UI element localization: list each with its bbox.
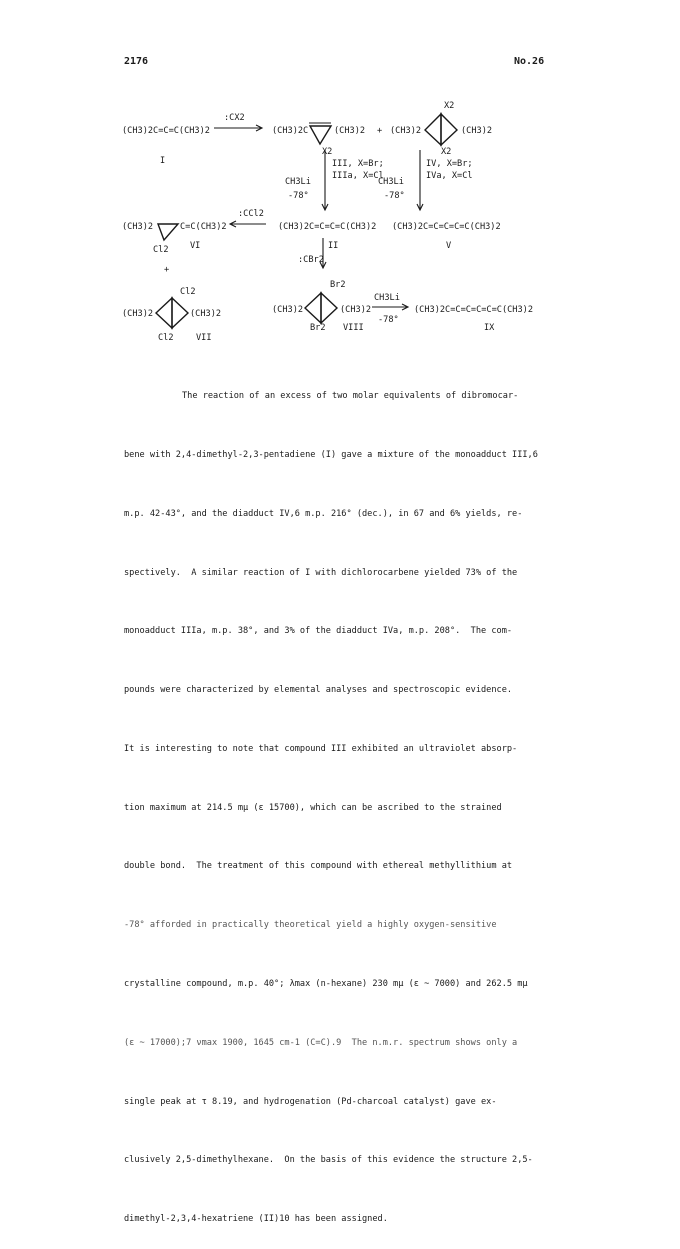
label-IX: IX xyxy=(484,323,495,333)
di-right: (CH3)2 xyxy=(461,126,493,136)
vi-right: C=C(CH3)2 xyxy=(180,222,227,232)
di-top: X2 xyxy=(444,101,455,111)
text-line: double bond. The treatment of this compound with ethereal methyllithium at xyxy=(124,861,513,872)
vi-bottom: Cl2 xyxy=(153,245,169,255)
text-line: clusively 2,5-dimethylhexane. On the basis of this evidence the structure 2,5- xyxy=(124,1155,533,1166)
label-VII: VII xyxy=(196,333,212,343)
di-bottom: X2 xyxy=(441,147,452,157)
text-line: It is interesting to note that compound III exhibited an ultraviolet absorp- xyxy=(124,743,518,754)
text-line: (ε ~ 17000);7 νmax 1900, 1645 cm-1 (C=C).9 The n.m.r. spectrum shows only a xyxy=(124,1037,518,1048)
monoadduct-ring xyxy=(310,126,331,144)
text-line: spectively. A similar reaction of I with dichlorocarbene yielded 73% of the xyxy=(124,567,518,578)
reaction-scheme xyxy=(0,0,680,360)
body-paragraph xyxy=(124,348,549,1249)
text-line: -78° afforded in practically theoretical yield a highly oxygen-sensitive xyxy=(124,920,497,931)
diadduct-ring-a xyxy=(425,114,441,145)
plus-2: + xyxy=(164,265,170,275)
vii-top: Cl2 xyxy=(180,287,196,297)
meli-right: CH3Li xyxy=(378,177,404,187)
vi-left: (CH3)2 xyxy=(122,222,154,232)
vii-bottom: Cl2 xyxy=(158,333,174,343)
meli-viii: CH3Li xyxy=(374,293,400,303)
vii-ring-b xyxy=(172,298,188,328)
cond-III: III, X=Br; xyxy=(332,159,384,169)
label-VI: VI xyxy=(190,241,201,251)
diadduct-ring-b xyxy=(441,114,457,145)
viii-right: (CH3)2 xyxy=(340,305,372,315)
cond-IV: IV, X=Br; xyxy=(426,159,473,169)
pentaene-IX: (CH3)2C=C=C=C=C=C(CH3)2 xyxy=(414,305,533,315)
issue-number: No.26 xyxy=(514,56,545,67)
vii-left: (CH3)2 xyxy=(122,309,154,319)
cond-IIIa: IIIa, X=Cl xyxy=(332,171,384,181)
text-line: monoadduct IIIa, m.p. 38°, and 3% of the diadduct IVa, m.p. 208°. The com- xyxy=(124,626,513,637)
text-line: bene with 2,4-dimethyl-2,3-pentadiene (I) gave a mixture of the monoadduct III,6 xyxy=(124,449,538,460)
plus-1: + xyxy=(377,126,383,136)
temp-viii: -78° xyxy=(378,315,399,325)
reagent-cbr2: :CBr2 xyxy=(298,255,324,265)
viii-bottom: Br2 xyxy=(310,323,326,333)
label-V: V xyxy=(446,241,452,251)
allene-I: (CH3)2C=C=C(CH3)2 xyxy=(122,126,210,136)
cond-IVa: IVa, X=Cl xyxy=(426,171,473,181)
tetraene-V: (CH3)2C=C=C=C=C(CH3)2 xyxy=(392,222,501,232)
viii-ring-b xyxy=(321,293,337,323)
viii-top: Br2 xyxy=(330,280,346,290)
vi-ring xyxy=(158,224,178,240)
text-line: tion maximum at 214.5 mμ (ε 15700), which can be ascribed to the strained xyxy=(124,802,502,813)
mono-left: (CH3)2C xyxy=(272,126,309,136)
temp-left: -78° xyxy=(288,191,309,201)
viii-ring-a xyxy=(305,293,321,323)
text-line: crystalline compound, m.p. 40°; λmax (n-hexane) 230 mμ (ε ~ 7000) and 262.5 mμ xyxy=(124,979,528,989)
temp-right: -78° xyxy=(384,191,405,201)
text-line: m.p. 42-43°, and the diadduct IV,6 m.p. 216° (dec.), in 67 and 6% yields, re- xyxy=(124,508,523,519)
mono-right: (CH3)2 xyxy=(334,126,366,136)
label-VIII: VIII xyxy=(343,323,364,333)
vii-right: (CH3)2 xyxy=(190,309,222,319)
reagent-cx2: :CX2 xyxy=(224,113,245,123)
page-number: 2176 xyxy=(124,56,149,67)
viii-left: (CH3)2 xyxy=(272,305,304,315)
vii-ring-a xyxy=(156,298,172,328)
text-line: The reaction of an excess of two molar equivalents of dibromocar- xyxy=(182,391,519,402)
label-II: II xyxy=(328,241,339,251)
reagent-ccl2: :CCl2 xyxy=(238,209,264,219)
triene-II: (CH3)2C=C=C=C(CH3)2 xyxy=(278,222,377,232)
meli-left: CH3Li xyxy=(285,177,311,187)
label-I: I xyxy=(160,156,166,166)
text-line: dimethyl-2,3,4-hexatriene (II)10 has been assigned. xyxy=(124,1214,388,1225)
text-line: single peak at τ 8.19, and hydrogenation (Pd-charcoal catalyst) gave ex- xyxy=(124,1096,497,1107)
di-left: (CH3)2 xyxy=(390,126,422,136)
text-line: pounds were characterized by elemental analyses and spectroscopic evidence. xyxy=(124,685,513,696)
mono-bottom: X2 xyxy=(322,147,333,157)
